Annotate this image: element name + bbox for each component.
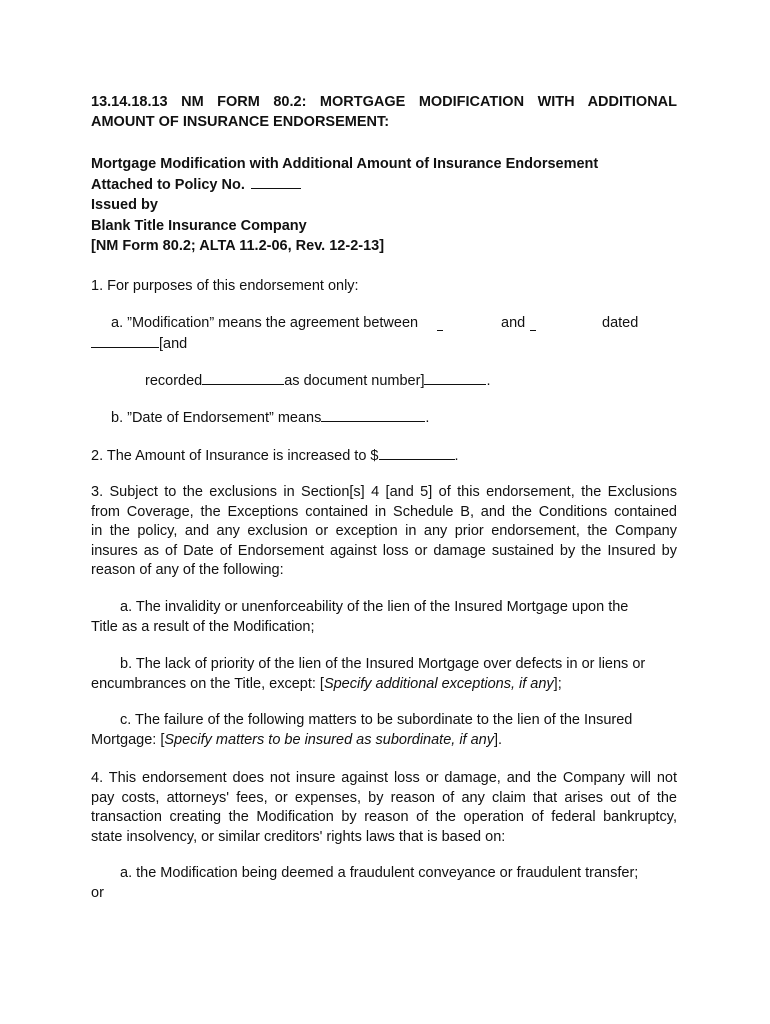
attached-to-policy: Attached to Policy No.: [91, 175, 677, 196]
section-1-intro: 1. For purposes of this endorsement only:: [91, 278, 359, 294]
document-heading: [91, 93, 677, 132]
subordinate-matters-placeholder: Specify matters to be insured as subordinate, if any: [164, 731, 494, 748]
section-3b: b. The lack of priority of the lien of the Insured Mortgage over defects in or liens or encumbrances on the Title, except: [Specify additional exceptions, if any];: [91, 656, 646, 692]
issued-by: Issued by: [91, 197, 158, 213]
company-name: Blank Title Insurance Company: [91, 217, 307, 234]
modification-definition: a. ”Modification” means the agreement between: [111, 315, 419, 331]
heading-line-2: AMOUNT OF INSURANCE ENDORSEMENT:: [91, 113, 390, 130]
endorsement-header: [91, 154, 677, 257]
section-3a: a. The invalidity or unenforceability of the lien of the Insured Mortgage upon the Title as a result of the Modification;: [91, 599, 629, 635]
endorsement-date-blank: [321, 408, 425, 422]
section-3c: c. The failure of the following matters to be subordinate to the lien of the Insured Mortgage: [Specify matters to be insured as subordinate, if any].: [91, 712, 633, 748]
heading-line-1: 13.14.18.13 NM FORM 80.2: MORTGAGE MODIFICATION WITH ADDITIONAL: [91, 94, 677, 110]
amount-blank: [379, 446, 455, 460]
additional-exceptions-placeholder: Specify additional exceptions, if any: [323, 675, 554, 692]
section-3: 3. Subject to the exclusions in Section[s] 4 [and 5] of this endorsement, the Exclusions from Coverage, the Exceptions contained in Schedule B, and the Conditions contained in the policy, and any exclusion or exception in any prior endorsement, the Company insures as of Date of Endorsement against loss or damage sustained by the Insured by reason of any of the following:: [91, 484, 677, 578]
endorsement-title: Mortgage Modification with Additional Amount of Insurance Endorsement: [91, 156, 599, 172]
date-blank: [91, 334, 159, 348]
section-1b: b. ”Date of Endorsement” means .: [111, 410, 430, 426]
form-reference: [NM Form 80.2; ALTA 11.2-06, Rev. 12-2-13]: [91, 238, 385, 254]
policy-number-blank: [251, 175, 301, 189]
section-2: 2. The Amount of Insurance is increased to $ .: [91, 448, 459, 464]
party-one-blank: [437, 317, 443, 331]
and-label: and: [501, 315, 526, 331]
recorded-blank: [202, 371, 284, 385]
section-1a: a. ”Modification” means the agreement between and dated [and: [91, 314, 677, 354]
section-4: 4. This endorsement does not insure against loss or damage, and the Company will not pay costs, attorneys' fees, or expenses, by reason of any claim that arises out of the transaction creating the Modification by reason of the operation of federal bankruptcy, state insolvency, or similar creditors' rights laws that is based on:: [91, 770, 677, 845]
document-number-blank: [424, 371, 486, 385]
dated-label: dated: [602, 315, 639, 331]
party-two-blank: [530, 317, 536, 331]
recorded-line: recorded as document number] .: [145, 373, 491, 389]
section-4a: a. the Modification being deemed a fraudulent conveyance or fraudulent transfer; or: [91, 865, 639, 901]
